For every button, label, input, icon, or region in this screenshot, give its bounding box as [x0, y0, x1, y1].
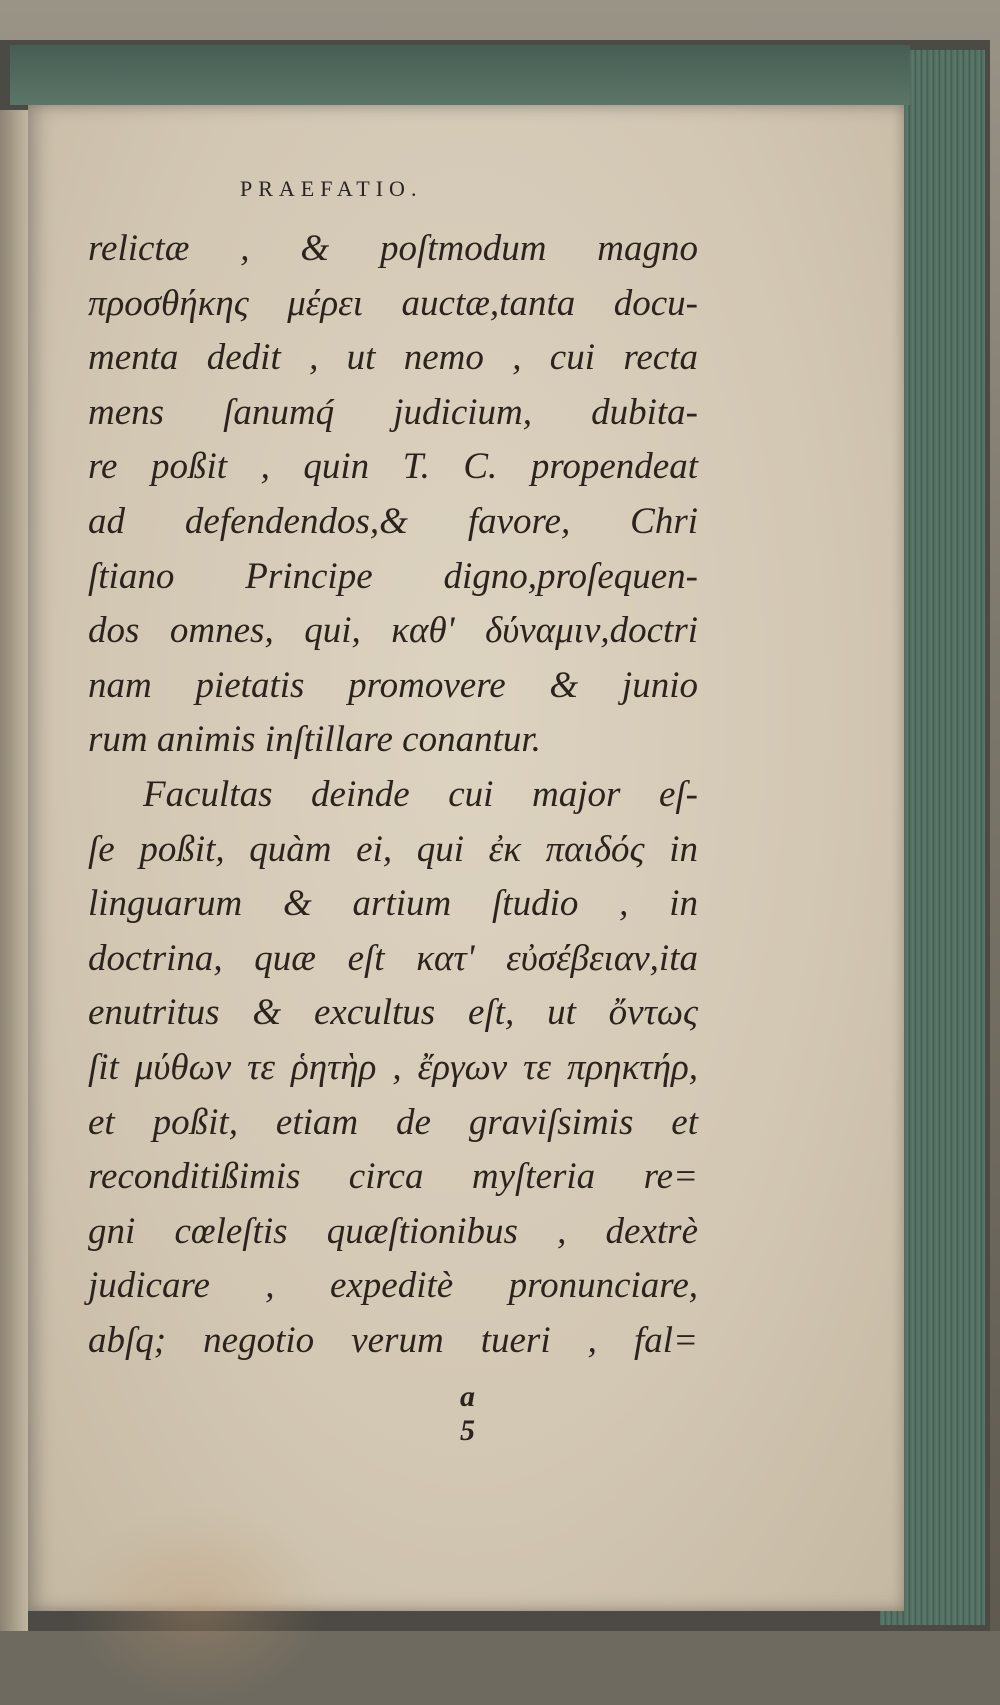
text-line: ſit μύθων τε ῥητὴρ , ἔργων τε πρηκτήρ,	[88, 1046, 698, 1088]
text-line: menta dedit , ut nemo , cui recta	[88, 337, 698, 379]
text-line: ſe poßit, quàm ei, qui ἐκ παιδός in	[88, 828, 698, 870]
text-line: Facultas deinde cui major eſ-	[143, 773, 698, 815]
text-line: rum animis inſtillare conantur.	[88, 719, 541, 761]
text-line: reconditißimis circa myſteria re=	[88, 1156, 698, 1198]
text-line: et poßit, etiam de graviſsimis et	[88, 1101, 698, 1143]
text-line: gni cœleſtis quæſtionibus , dextrè	[88, 1210, 698, 1252]
text-line: dos omnes, qui, καθ' δύναμιν,doctri	[88, 610, 698, 652]
body-text	[88, 222, 698, 1368]
text-line: judicare , expeditè pronunciare,	[88, 1265, 698, 1307]
facing-page-edge	[0, 110, 28, 1631]
text-line: mens ſanumq́ judicium, dubita-	[88, 391, 698, 433]
text-line: ad defendendos,& favore, Chri	[88, 500, 698, 542]
running-head: PRAEFATIO.	[240, 176, 423, 201]
text-line: re poßit , quin T. C. propendeat	[88, 446, 698, 488]
book-cover-edge	[10, 45, 910, 105]
page-stain	[68, 1505, 328, 1705]
text-line: doctrina, quæ eſt κατ' εὐσέβειαν,ita	[88, 937, 698, 979]
text-line: relictæ , & poſtmodum magno	[88, 228, 698, 269]
text-line: ſtiano Principe digno,proſequen-	[88, 555, 698, 597]
text-line: abſq; negotio verum tueri , fal=	[88, 1319, 698, 1361]
text-line: προσθήκης μέρει auctæ,tanta docu-	[88, 282, 698, 324]
text-line: nam pietatis promovere & junio	[88, 664, 698, 706]
signature-mark: a 5	[460, 1380, 523, 1447]
text-line: linguarum & artium ſtudio , in	[88, 883, 698, 925]
text-line: enutritus & excultus eſt, ut ὄντως	[88, 992, 698, 1034]
